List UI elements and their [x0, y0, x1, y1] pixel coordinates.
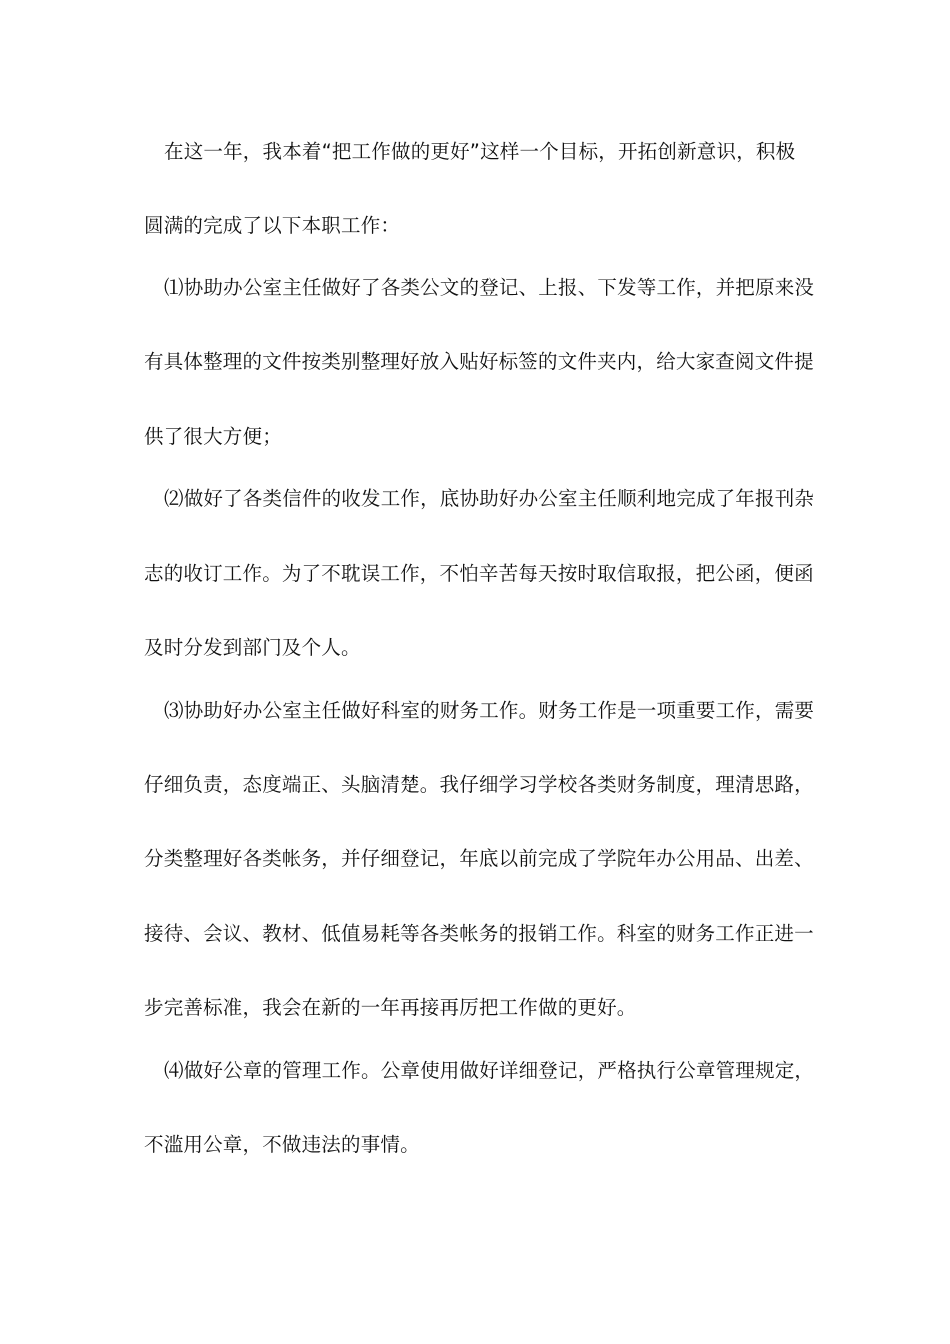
item-2-line-1: ⑵做好了各类信件的收发工作，底协助好办公室主任顺利地完成了年报刊杂 [164, 487, 815, 510]
item-4-line-2: 不滥用公章，不做违法的事情。 [144, 1133, 420, 1156]
item-3-line-4: 接待、会议、教材、低值易耗等各类帐务的报销工作。科室的财务工作正进一 [144, 922, 814, 945]
paragraph-1-line-1: 在这一年，我本着“把工作做的更好”这样一个目标，开拓创新意识，积极 [164, 140, 796, 163]
paragraph-1-line-2: 圆满的完成了以下本职工作： [144, 214, 401, 237]
item-2-line-2: 志的收订工作。为了不耽误工作，不怕辛苦每天按时取信取报，把公函，便函 [144, 562, 814, 585]
item-3-line-2: 仔细负责，态度端正、头脑清楚。我仔细学习学校各类财务制度，理清思路， [144, 773, 814, 796]
item-3-line-3: 分类整理好各类帐务，并仔细登记，年底以前完成了学院年办公用品、出差、 [144, 847, 814, 870]
item-4-line-1: ⑷做好公章的管理工作。公章使用做好详细登记，严格执行公章管理规定， [164, 1059, 815, 1082]
item-1-line-1: ⑴协助办公室主任做好了各类公文的登记、上报、下发等工作，并把原来没 [164, 276, 815, 299]
item-3-line-1: ⑶协助好办公室主任做好科室的财务工作。财务工作是一项重要工作，需要 [164, 699, 815, 722]
item-1-line-2: 有具体整理的文件按类别整理好放入贴好标签的文件夹内，给大家查阅文件提 [144, 350, 814, 373]
item-2-line-3: 及时分发到部门及个人。 [144, 636, 361, 659]
item-1-line-3: 供了很大方便； [144, 425, 282, 448]
item-3-line-5: 步完善标准，我会在新的一年再接再厉把工作做的更好。 [144, 996, 637, 1019]
